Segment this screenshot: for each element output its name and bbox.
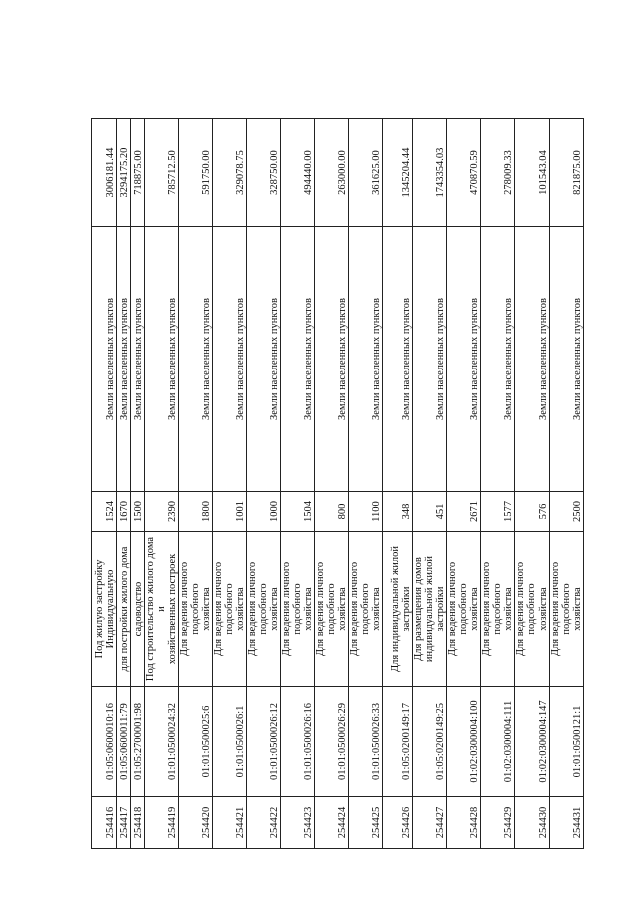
area-cell: 2500: [549, 492, 583, 532]
permitted-use-cell: [447, 532, 481, 687]
table-row: [131, 119, 145, 849]
permitted-use-line: Для ведения личного подсобного: [281, 561, 304, 657]
permitted-use-cell: [515, 532, 549, 687]
cadastral-number-cell: 01:01:0500024:32: [145, 687, 179, 797]
permitted-use-line: Для ведения личного подсобного: [179, 561, 202, 657]
permitted-use-cell: [349, 532, 383, 687]
area-cell: 1000: [247, 492, 281, 532]
area-cell: 2671: [447, 492, 481, 532]
table-row: [549, 119, 583, 849]
permitted-use-line: Для ведения личного подсобного: [247, 561, 270, 657]
permitted-use-cell: [549, 532, 583, 687]
cadastral-value-cell: 591750.00: [179, 119, 213, 227]
permitted-use-cell: [117, 532, 131, 687]
land-category-cell: Земли населенных пунктов: [447, 227, 481, 492]
cadastral-value-cell: 263000.00: [315, 119, 349, 227]
permitted-use-line: хозяйства: [469, 587, 481, 631]
row-id-cell: 254428: [447, 797, 481, 849]
row-id-cell: 254426: [383, 797, 413, 849]
permitted-use-line: хозяйства: [571, 587, 583, 631]
table-row: [413, 119, 447, 849]
cadastral-number-cell: 01:01:0500026:33: [349, 687, 383, 797]
row-id-cell: 254423: [281, 797, 315, 849]
area-cell: 1504: [281, 492, 315, 532]
land-category-cell: Земли населенных пунктов: [349, 227, 383, 492]
row-id-cell: 254431: [549, 797, 583, 849]
permitted-use-line: хозяйства: [235, 587, 247, 631]
row-id-cell: 254417: [117, 797, 131, 849]
area-cell: 1577: [481, 492, 515, 532]
cadastral-number-cell: 01:05:0600010:16: [92, 687, 117, 797]
permitted-use-line: Для ведения личного подсобного: [213, 561, 236, 657]
cadastral-number-cell: 01:01:0500026:12: [247, 687, 281, 797]
land-category-cell: Земли населенных пунктов: [131, 227, 145, 492]
table-row: [383, 119, 413, 849]
land-category-cell: Земли населенных пунктов: [413, 227, 447, 492]
permitted-use-cell: [145, 532, 179, 687]
cadastral-value-cell: 718875.00: [131, 119, 145, 227]
permitted-use-line: хозяйственных построек: [167, 553, 179, 665]
permitted-use-line: Для ведения личного подсобного: [315, 561, 338, 657]
row-id-cell: 254430: [515, 797, 549, 849]
cadastral-value-cell: 361625.00: [349, 119, 383, 227]
row-id-cell: 254427: [413, 797, 447, 849]
cadastral-value-cell: 1743354.03: [413, 119, 447, 227]
cadastral-number-cell: 01:02:0300004:111: [481, 687, 515, 797]
land-category-cell: Земли населенных пунктов: [247, 227, 281, 492]
permitted-use-cell: [383, 532, 413, 687]
permitted-use-line: хозяйства: [537, 587, 549, 631]
cadastral-value-cell: 328750.00: [247, 119, 281, 227]
area-cell: 576: [515, 492, 549, 532]
area-cell: 1524: [92, 492, 117, 532]
permitted-use-cell: [413, 532, 447, 687]
permitted-use-line: хозяйства: [371, 587, 383, 631]
permitted-use-line: Для ведения личного подсобного: [447, 561, 470, 657]
cadastral-value-cell: 3006181.44: [92, 119, 117, 227]
land-category-cell: Земли населенных пунктов: [515, 227, 549, 492]
row-id-cell: 254419: [145, 797, 179, 849]
permitted-use-line: Для ведения личного подсобного: [515, 561, 538, 657]
land-category-cell: Земли населенных пунктов: [179, 227, 213, 492]
permitted-use-cell: [481, 532, 515, 687]
row-id-cell: 254418: [131, 797, 145, 849]
cadastral-number-cell: 01:01:0500026:1: [213, 687, 247, 797]
permitted-use-line: Для ведения личного подсобного: [549, 561, 572, 657]
cadastral-number-cell: 01:02:0300004:100: [447, 687, 481, 797]
cadastral-value-cell: 470870.59: [447, 119, 481, 227]
row-id-cell: 254425: [349, 797, 383, 849]
permitted-use-cell: [315, 532, 349, 687]
permitted-use-line: Для ведения личного подсобного: [481, 561, 504, 657]
table-row: [247, 119, 281, 849]
land-category-cell: Земли населенных пунктов: [549, 227, 583, 492]
permitted-use-line: застройки: [401, 586, 413, 632]
cadastral-value-cell: 785712.50: [145, 119, 179, 227]
cadastral-number-cell: 01:05:0200149:17: [383, 687, 413, 797]
area-cell: 1800: [179, 492, 213, 532]
row-id-cell: 254424: [315, 797, 349, 849]
table-row: [315, 119, 349, 849]
table-row: [349, 119, 383, 849]
table-body: [92, 119, 584, 849]
permitted-use-cell: [281, 532, 315, 687]
permitted-use-line: хозяйства: [503, 587, 515, 631]
cadastral-number-cell: 01:05:0600011:79: [117, 687, 131, 797]
table-row: [92, 119, 117, 849]
land-category-cell: Земли населенных пунктов: [145, 227, 179, 492]
permitted-use-cell: [247, 532, 281, 687]
cadastral-value-cell: 278009.33: [481, 119, 515, 227]
table-row: [281, 119, 315, 849]
permitted-use-line: садоводство: [132, 581, 144, 637]
table-row: [481, 119, 515, 849]
cadastral-number-cell: 01:01:0500026:16: [281, 687, 315, 797]
cadastral-value-cell: 3294175.20: [117, 119, 131, 227]
permitted-use-line: хозяйства: [337, 587, 349, 631]
area-cell: 1500: [131, 492, 145, 532]
table-row: [145, 119, 179, 849]
land-category-cell: Земли населенных пунктов: [92, 227, 117, 492]
cadastral-number-cell: 01:02:0300004:147: [515, 687, 549, 797]
cadastral-value-cell: 1345204.44: [383, 119, 413, 227]
permitted-use-line: Под строительство жилого дома и: [145, 536, 168, 682]
area-cell: 800: [315, 492, 349, 532]
permitted-use-cell: [92, 532, 117, 687]
permitted-use-cell: [131, 532, 145, 687]
table-row: [213, 119, 247, 849]
permitted-use-line: индивидуальной жилой застройки: [424, 555, 447, 663]
permitted-use-cell: [213, 532, 247, 687]
permitted-use-line: для постройки жилого дома: [118, 546, 130, 672]
cadastral-value-cell: 821875.00: [549, 119, 583, 227]
permitted-use-line: Для ведения личного подсобного: [349, 561, 372, 657]
land-category-cell: Земли населенных пунктов: [481, 227, 515, 492]
permitted-use-line: Индивидуальную: [104, 569, 116, 649]
permitted-use-line: хозяйства: [269, 587, 281, 631]
permitted-use-line: Для индивидуальной жилой: [390, 546, 402, 672]
area-cell: 1001: [213, 492, 247, 532]
permitted-use-cell: [179, 532, 213, 687]
cadastral-value-cell: 101543.04: [515, 119, 549, 227]
cadastral-number-cell: 01:05:0200149:25: [413, 687, 447, 797]
land-category-cell: Земли населенных пунктов: [117, 227, 131, 492]
row-id-cell: 254429: [481, 797, 515, 849]
cadastral-number-cell: 01:01:0500025:6: [179, 687, 213, 797]
permitted-use-line: хозяйства: [201, 587, 213, 631]
area-cell: 1100: [349, 492, 383, 532]
area-cell: 1670: [117, 492, 131, 532]
permitted-use-line: хозяйства: [303, 587, 315, 631]
row-id-cell: 254422: [247, 797, 281, 849]
land-category-cell: Земли населенных пунктов: [383, 227, 413, 492]
permitted-use-line: Под жилую застройку: [93, 559, 105, 659]
table-row: [515, 119, 549, 849]
row-id-cell: 254420: [179, 797, 213, 849]
land-parcels-table: [91, 118, 584, 849]
cadastral-number-cell: 01:01:0500121:1: [549, 687, 583, 797]
permitted-use-line: Для размещения домов: [413, 557, 425, 661]
rotated-table-frame: [91, 119, 583, 849]
area-cell: 348: [383, 492, 413, 532]
table-row: [179, 119, 213, 849]
cadastral-number-cell: 01:01:0500026:29: [315, 687, 349, 797]
land-category-cell: Земли населенных пунктов: [281, 227, 315, 492]
cadastral-value-cell: 494440.00: [281, 119, 315, 227]
land-category-cell: Земли населенных пунктов: [213, 227, 247, 492]
cadastral-value-cell: 329078.75: [213, 119, 247, 227]
cadastral-number-cell: 01:05:2700001:98: [131, 687, 145, 797]
table-row: [117, 119, 131, 849]
area-cell: 451: [413, 492, 447, 532]
table-row: [447, 119, 481, 849]
area-cell: 2390: [145, 492, 179, 532]
row-id-cell: 254421: [213, 797, 247, 849]
land-category-cell: Земли населенных пунктов: [315, 227, 349, 492]
row-id-cell: 254416: [92, 797, 117, 849]
